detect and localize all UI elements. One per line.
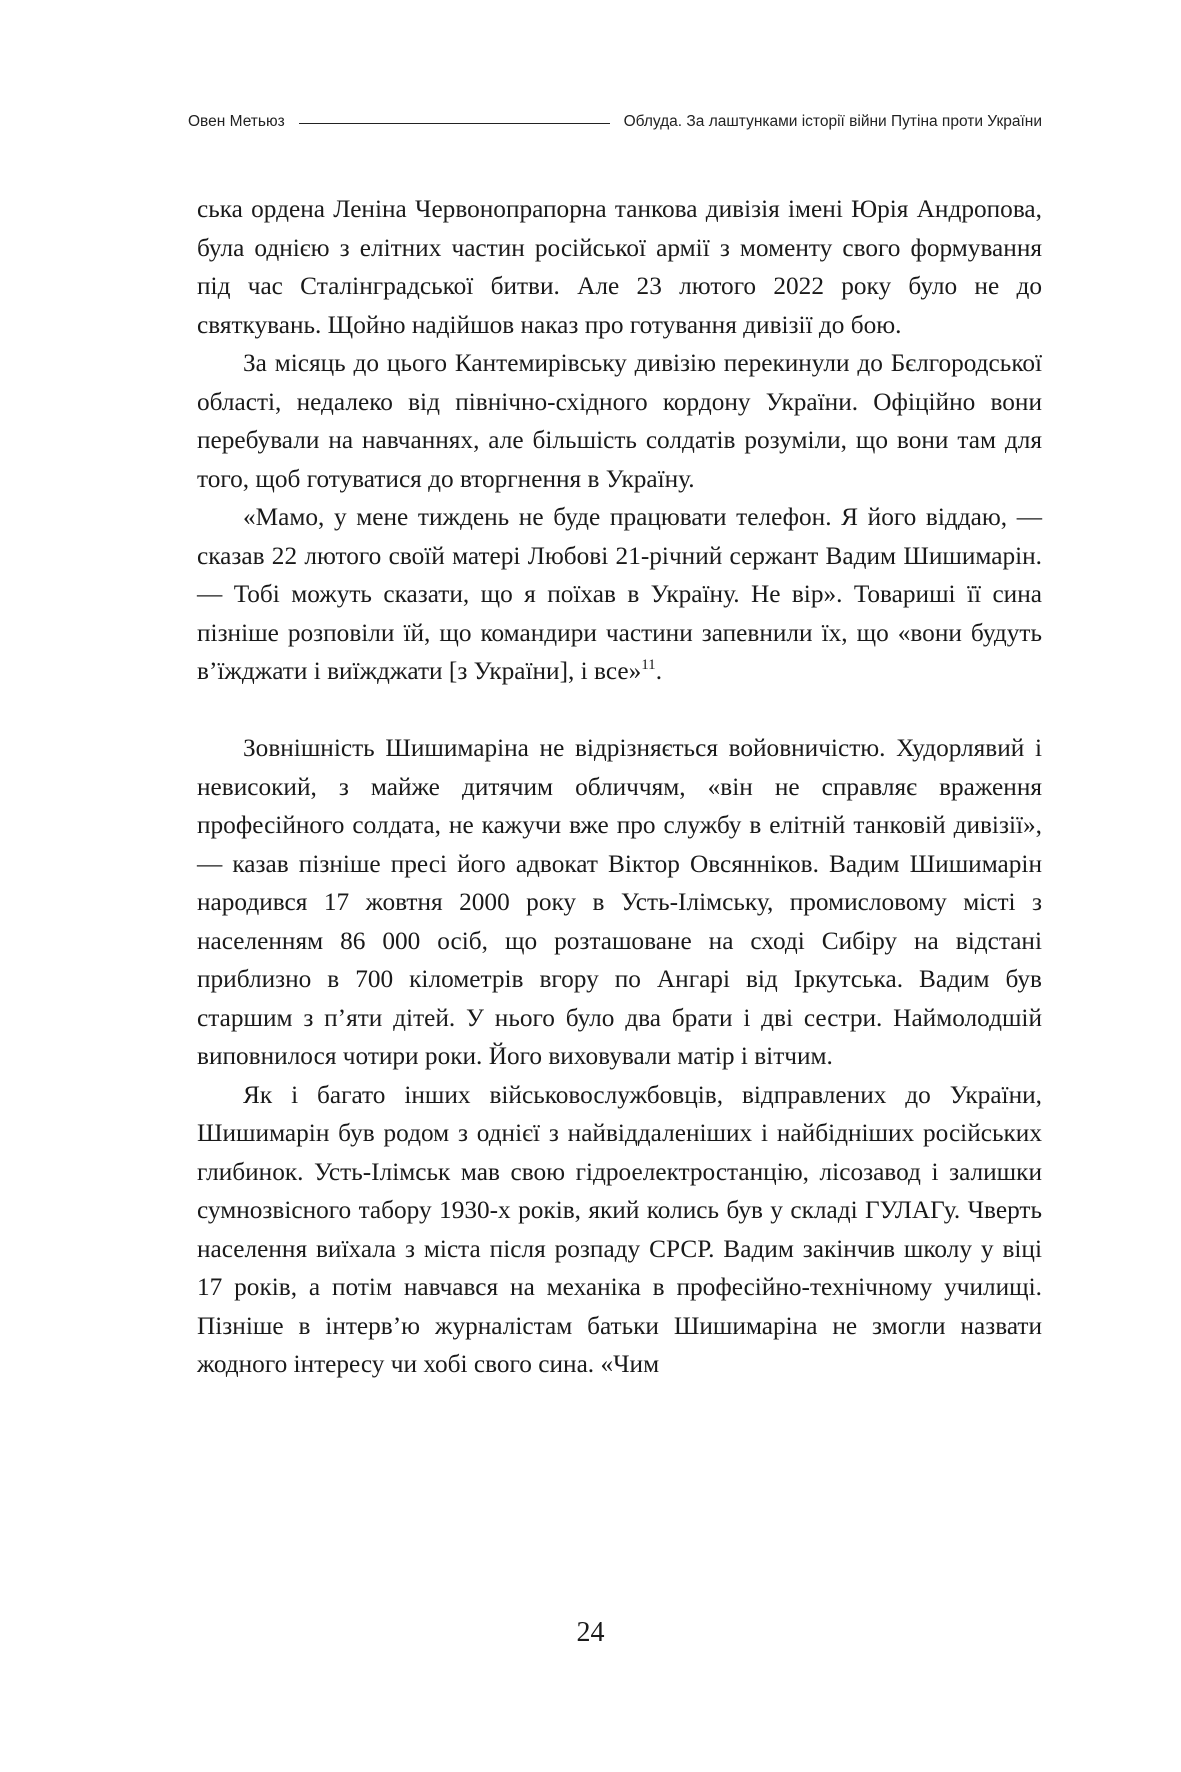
header-book-title: Облуда. За лаштунками історії війни Путіна проти України	[623, 113, 1042, 130]
running-header	[188, 113, 1042, 131]
paragraph: ська ордена Леніна Червонопрапорна танкова дивізія імені Юрія Андропова, була однією з елітних частин російської армії з моменту свого формування під час Сталінградської битви. Але 23 лютого 2022 року було не до святкувань. Щойно надійшов наказ про готування дивізії до бою.	[197, 195, 1042, 339]
paragraph-end: .	[655, 657, 663, 685]
body-text	[197, 190, 1042, 1384]
header-author: Овен Метьюз	[188, 113, 285, 130]
paragraph: Зовнішність Шишимаріна не відрізняється войовничістю. Худорлявий і невисокий, з майже дитячим обличчям, «він не справляє враження професійного солдата, не кажучи вже про службу в елітній танковій дивізії», — казав пізніше пресі його адвокат Віктор Овсянніков. Вадим Шишимарін народився 17 жовтня 2000 року в Усть-Ілімську, промисловому місті з населенням 86 000 осіб, що розташоване на сході Сибіру на відстані приблизно в 700 кілометрів вгору по Ангарі від Іркутська. Вадим був старшим з п’яти дітей. У нього було два брати і дві сестри. Наймолодшій виповнилося чотири роки. Його виховували матір і вітчим.	[197, 734, 1042, 1070]
paragraph	[197, 498, 1042, 691]
header-rule	[299, 123, 610, 124]
paragraph-text: «Мамо, у мене тиждень не буде працювати телефон. Я його віддаю, — сказав 22 лютого своїй матері Любові 21-річний сержант Вадим Шишимарін. — Тобі можуть сказати, що я поїхав в Україну. Не вір». Товариші її сина пізніше розповіли їй, що командири частини запевнили їх, що «вони будуть в’їжджати і виїжджати [з України], і все»	[197, 503, 1042, 685]
page-number: 24	[576, 1617, 605, 1648]
paragraph: Як і багато інших військовослужбовців, відправлених до України, Шишимарін був родом з однієї з найвіддаленіших і найбідніших російських глибинок. Усть-Ілімськ мав свою гідроелектростанцію, лісозавод і залишки сумнозвісного табору 1930-х років, який колись був у складі ГУЛАГу. Чверть населення виїхала з міста після розпаду СРСР. Вадим закінчив школу у віці 17 років, а потім навчався на механіка в професійно-технічному училищі. Пізніше в інтерв’ю журналістам батьки Шишимаріна не змогли назвати жодного інтересу чи хобі свого сина. «Чим	[197, 1080, 1042, 1378]
paragraph: За місяць до цього Кантемирівську дивізію перекинули до Бєлгородської області, недалеко від північно-східного кордону України. Офіційно вони перебували на навчаннях, але більшість солдатів розуміли, що вони там для того, щоб готуватися до вторгнення в Україну.	[197, 349, 1042, 493]
footnote-marker: 11	[641, 657, 656, 673]
